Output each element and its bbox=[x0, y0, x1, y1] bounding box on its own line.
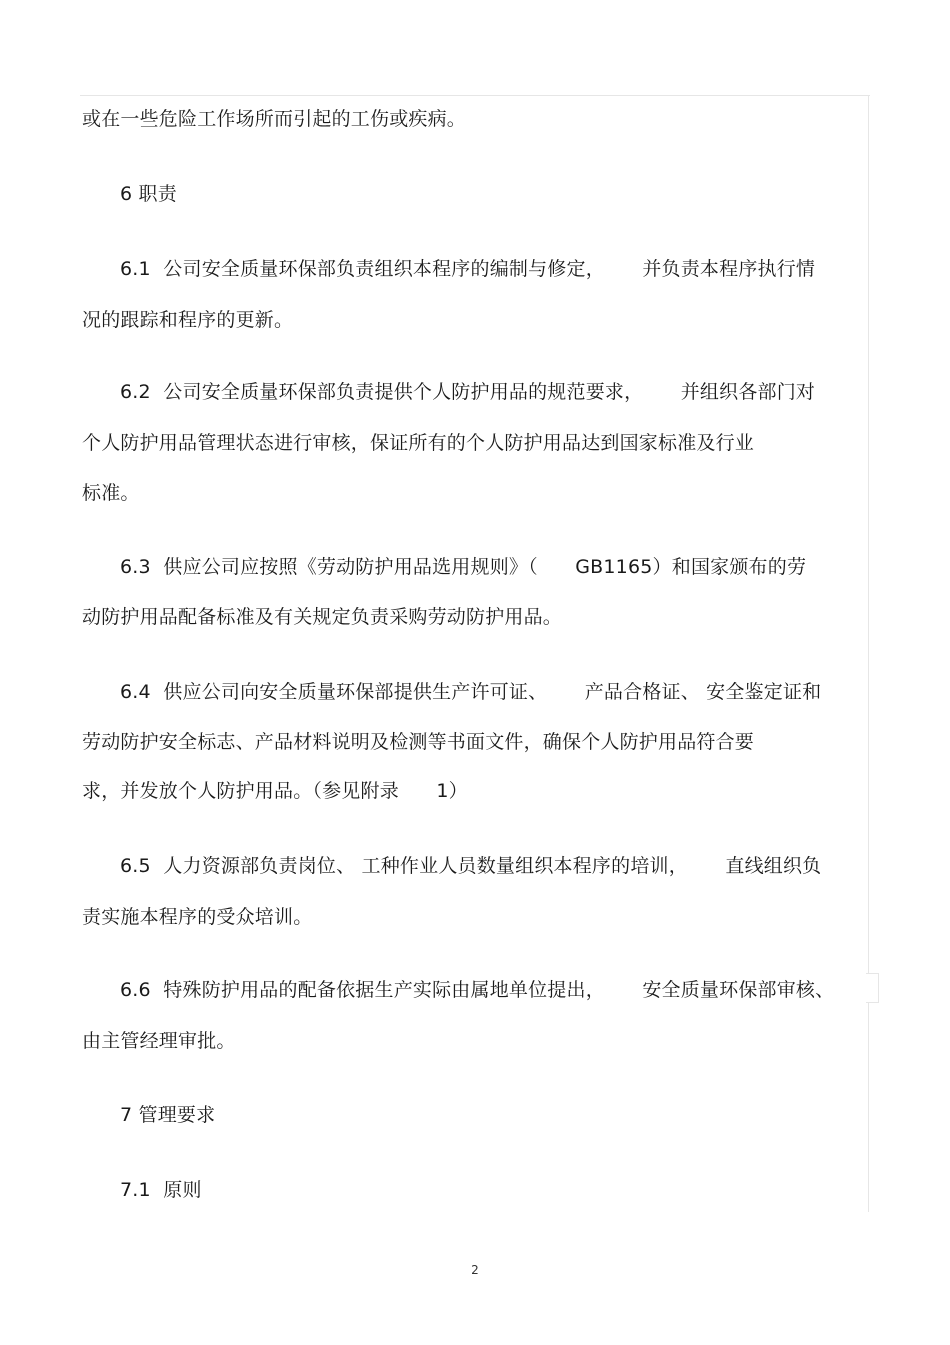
clause-6-5-line-1: 6.5 人力资源部负责岗位、 工种作业人员数量组织本程序的培训， 直线组织负 bbox=[120, 855, 822, 877]
clause-6-5-line-2: 责实施本程序的受众培训。 bbox=[82, 906, 313, 928]
clause-6-1-line-2: 况的跟踪和程序的更新。 bbox=[82, 309, 294, 331]
clause-6-2-line-1: 6.2 公司安全质量环保部负责提供个人防护用品的规范要求， 并组织各部门对 bbox=[120, 381, 816, 403]
page-frame-right-border bbox=[868, 95, 869, 1212]
page-frame-top-border bbox=[80, 95, 870, 96]
clause-6-2-line-2: 个人防护用品管理状态进行审核，保证所有的个人防护用品达到国家标准及行业 bbox=[82, 432, 755, 454]
clause-6-6-line-1: 6.6 特殊防护用品的配备依据生产实际由属地单位提出， 安全质量环保部审核、 bbox=[120, 979, 835, 1001]
clause-6-3-line-2: 动防护用品配备标准及有关规定负责采购劳动防护用品。 bbox=[82, 606, 563, 628]
clause-6-4-line-3: 求，并发放个人防护用品。（参见附录 1） bbox=[82, 780, 468, 802]
clause-7-1-heading: 7.1 原则 bbox=[120, 1179, 202, 1201]
section-heading-6: 6 职责 bbox=[120, 183, 177, 205]
clause-6-1-line-1: 6.1 公司安全质量环保部负责组织本程序的编制与修定， 并负责本程序执行情 bbox=[120, 258, 816, 280]
clause-6-4-line-2: 劳动防护安全标志、产品材料说明及检测等书面文件，确保个人防护用品符合要 bbox=[82, 731, 755, 753]
clause-6-2-line-3: 标准。 bbox=[82, 482, 140, 504]
section-heading-7: 7 管理要求 bbox=[120, 1104, 216, 1126]
clause-6-3-line-1: 6.3 供应公司应按照《劳动防护用品选用规则》（ GB1165）和国家颁布的劳 bbox=[120, 556, 807, 578]
page-frame-notch bbox=[866, 973, 879, 1003]
text-line-intro-continuation: 或在一些危险工作场所而引起的工伤或疾病。 bbox=[82, 108, 467, 130]
clause-6-6-line-2: 由主管经理审批。 bbox=[82, 1030, 236, 1052]
page-number: 2 bbox=[471, 1263, 479, 1277]
clause-6-4-line-1: 6.4 供应公司向安全质量环保部提供生产许可证、 产品合格证、 安全鉴定证和 bbox=[120, 681, 822, 703]
